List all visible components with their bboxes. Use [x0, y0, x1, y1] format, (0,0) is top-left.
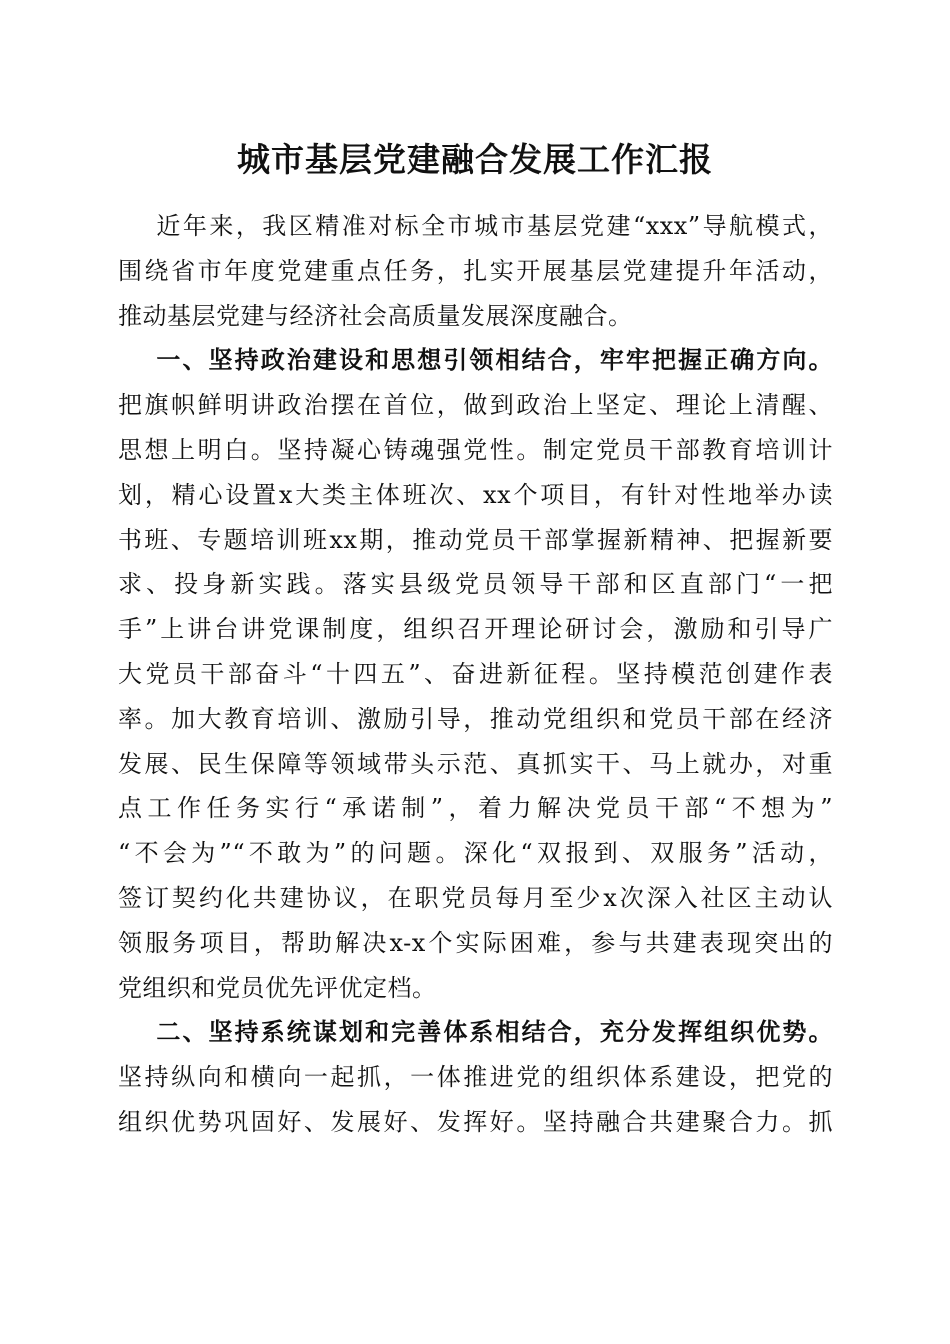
- text-line: 把旗帜鲜明讲政治摆在首位，做到政治上坚定、理论上清醒、: [118, 391, 833, 420]
- text-line: 围绕省市年度党建重点任务，扎实开展基层党建提升年活动，: [118, 256, 833, 285]
- section-2-heading: 二、坚持系统谋划和完善体系相结合，充分发挥组织优势。: [156, 1017, 833, 1047]
- text-line: 手”上讲台讲党课制度，组织召开理论研讨会，激励和引导广: [118, 615, 833, 644]
- text-line: 近年来，我区精准对标全市城市基层党建“xxx”导航模式，: [156, 212, 833, 240]
- text-line: 党组织和党员优先评优定档。: [118, 973, 437, 1002]
- document-body: [118, 204, 833, 1145]
- text-line: 率。加大教育培训、激励引导，推动党组织和党员干部在经济: [118, 704, 833, 733]
- text-line: 大党员干部奋斗“十四五”、奋进新征程。坚持模范创建作表: [118, 659, 833, 688]
- text-line: 点工作任务实行“承诺制”，着力解决党员干部“不想为”: [118, 794, 833, 823]
- document-title: 城市基层党建融合发展工作汇报: [237, 140, 713, 179]
- text-line: 签订契约化共建协议，在职党员每月至少x次深入社区主动认: [118, 883, 833, 912]
- text-line: 发展、民生保障等领域带头示范、真抓实干、马上就办，对重: [118, 749, 833, 778]
- text-line: 思想上明白。坚持凝心铸魂强党性。制定党员干部教育培训计: [118, 435, 833, 464]
- text-line: 书班、专题培训班xx期，推动党员干部掌握新精神、把握新要: [118, 525, 833, 554]
- text-line: 推动基层党建与经济社会高质量发展深度融合。: [118, 301, 633, 330]
- text-line: 坚持纵向和横向一起抓，一体推进党的组织体系建设，把党的: [118, 1063, 833, 1092]
- section-2: [118, 1010, 833, 1144]
- section-1-heading: 一、坚持政治建设和思想引领相结合，牢牢把握正确方向。: [156, 345, 833, 375]
- text-line: “不会为”“不敢为”的问题。深化“双报到、双服务”活动，: [118, 839, 833, 868]
- text-line: 求、投身新实践。落实县级党员领导干部和区直部门“一把: [118, 570, 833, 599]
- text-line: 划，精心设置x大类主体班次、xx个项目，有针对性地举办读: [118, 480, 833, 509]
- intro-paragraph: [118, 204, 833, 338]
- section-1: [118, 338, 833, 1010]
- text-line: 组织优势巩固好、发展好、发挥好。坚持融合共建聚合力。抓: [118, 1107, 833, 1136]
- text-line: 领服务项目，帮助解决x-x个实际困难，参与共建表现突出的: [118, 928, 833, 957]
